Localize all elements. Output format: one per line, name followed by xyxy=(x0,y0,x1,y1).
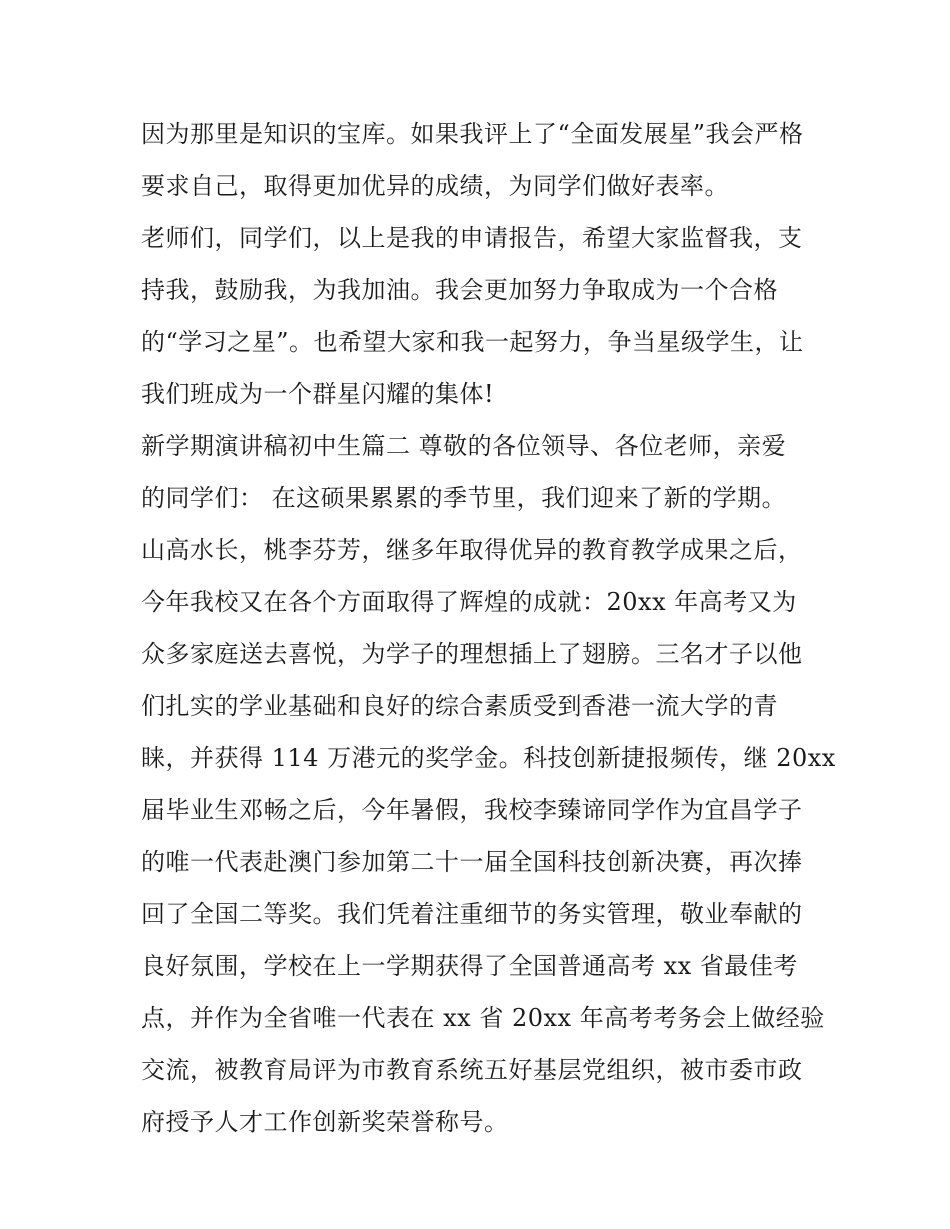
text-line: 山高水长，桃李芬芳，继多年取得优异的教育教学成果之后， xyxy=(141,536,803,564)
text-line: 府授予人才工作创新奖荣誉称号。 xyxy=(141,1108,509,1136)
text-line: 回了全国二等奖。我们凭着注重细节的务实管理，敬业奉献的 xyxy=(141,900,803,928)
text-line: 睐，并获得 114 万港元的奖学金。科技创新捷报频传，继 20xx xyxy=(141,744,836,772)
text-line: 的唯一代表赴澳门参加第二十一届全国科技创新决赛，再次捧 xyxy=(141,848,803,876)
text-line: 因为那里是知识的宝库。如果我评上了“全面发展星”我会严格 xyxy=(141,120,804,148)
text-line: 要求自己，取得更加优异的成绩，为同学们做好表率。 xyxy=(141,172,729,200)
text-line: 的同学们： 在这硕果累累的季节里，我们迎来了新的学期。 xyxy=(141,484,787,512)
text-line: 点，并作为全省唯一代表在 xx 省 20xx 年高考考务会上做经验 xyxy=(141,1004,825,1032)
text-line: 众多家庭送去喜悦，为学子的理想插上了翅膀。三名才子以他 xyxy=(141,640,803,668)
text-line: 持我，鼓励我，为我加油。我会更加努力争取成为一个合格 xyxy=(141,276,778,304)
text-line: 良好氛围，学校在上一学期获得了全国普通高考 xx 省最佳考 xyxy=(141,952,798,980)
text-line: 的“学习之星”。也希望大家和我一起努力，争当星级学生，让 xyxy=(141,328,804,356)
body-text xyxy=(141,108,836,1148)
text-line: 老师们，同学们，以上是我的申请报告，希望大家监督我，支 xyxy=(141,224,803,252)
text-line: 我们班成为一个群星闪耀的集体! xyxy=(141,380,495,408)
text-line: 交流，被教育局评为市教育系统五好基层党组织，被市委市政 xyxy=(141,1056,803,1084)
section-heading-line: 新学期演讲稿初中生篇二 尊敬的各位领导、各位老师，亲爱 xyxy=(141,432,787,460)
text-line: 届毕业生邓畅之后，今年暑假，我校李臻谛同学作为宜昌学子 xyxy=(141,796,803,824)
text-line: 今年我校又在各个方面取得了辉煌的成就：20xx 年高考又为 xyxy=(141,588,797,616)
text-line: 们扎实的学业基础和良好的综合素质受到香港一流大学的青 xyxy=(141,692,778,720)
